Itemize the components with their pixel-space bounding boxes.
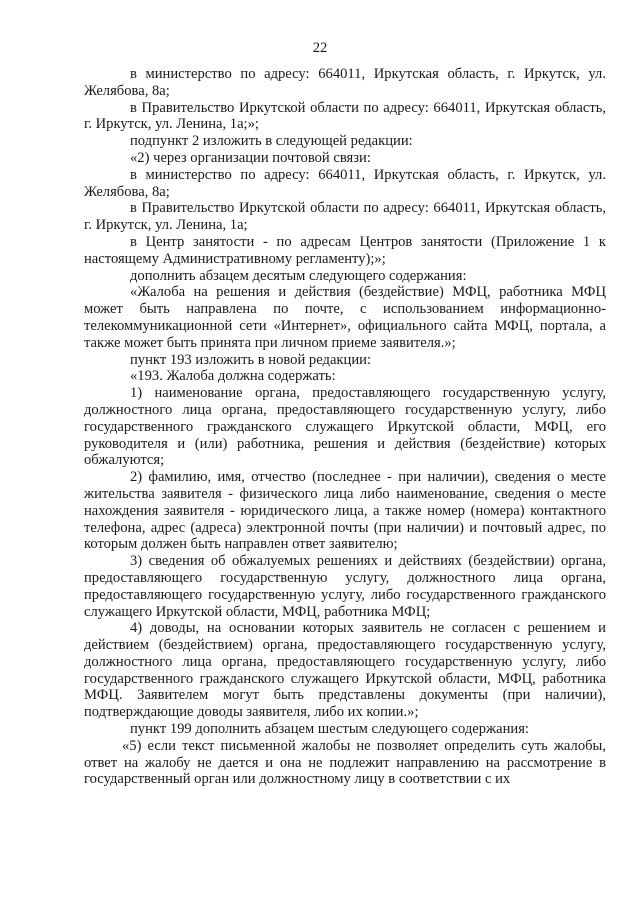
- paragraph-subitem-2-intro: подпункт 2 изложить в следующей редакции:: [130, 133, 413, 150]
- paragraph-item-193-intro: пункт 193 изложить в новой редакции:: [130, 351, 371, 368]
- paragraph-add-tenth: дополнить абзацем десятым следующего содержания:: [130, 267, 467, 284]
- paragraph-ministry-address: в министерство по адресу: 664011, Иркутская область, г. Иркутск, ул. Желябова, 8а;: [84, 66, 606, 99]
- paragraph-postal-heading: «2) через организации почтовой связи:: [130, 149, 371, 166]
- paragraph-mfc-complaint: «Жалоба на решения и действия (бездействие) МФЦ, работника МФЦ может быть направлена по почте, с использованием информационно-телекоммуникационной сети «Интернет», официального сайта МФЦ, портала, а также может быть принята при личном приеме заявителя.»;: [84, 284, 606, 351]
- paragraph-item-193-heading: «193. Жалоба должна содержать:: [130, 368, 336, 385]
- paragraph-item-199-text: «5) если текст письменной жалобы не позволяет определить суть жалобы, ответ на жалобу не дается и она не подлежит направлению на рассмотрение в государственный орган или должностному лицу в соответствии с их: [84, 737, 606, 788]
- list-item-4: 4) доводы, на основании которых заявитель не согласен с решением и действием (бездействием) органа, предоставляющего государственную услугу, должностного лица органа, предоставляющего государственную услугу, либо государственного гражданского служащего Иркутской области, МФЦ, работника МФЦ. Заявителем могут быть представлены документы (при наличии), подтверждающие доводы заявителя, либо их копии.»;: [84, 620, 606, 721]
- paragraph-government-address: в Правительство Иркутской области по адресу: 664011, Иркутская область, г. Иркутск, ул. Ленина, 1а;»;: [84, 99, 606, 133]
- list-item-2: 2) фамилию, имя, отчество (последнее - при наличии), сведения о месте жительства заявителя - физического лица либо наименование, сведения о месте нахождения заявителя - юридического лица, а также номер (номера) контактного телефона, адрес (адреса) электронной почты (при наличии) и почтовый адрес, по которым должен быть направлен ответ заявителю;: [84, 469, 606, 553]
- paragraph-item-199-intro: пункт 199 дополнить абзацем шестым следующего содержания:: [130, 721, 529, 738]
- page-number: 22: [312, 40, 328, 56]
- list-item-3: 3) сведения об обжалуемых решениях и действиях (бездействии) органа, предоставляющего государственную услугу, должностного лица органа, предоставляющего государственную услугу, либо государственного гражданского служащего Иркутской области, МФЦ, работника МФЦ;: [84, 553, 606, 620]
- paragraph-postal-government: в Правительство Иркутской области по адресу: 664011, Иркутская область, г. Иркутск, ул. Ленина, 1а;: [84, 200, 606, 234]
- paragraph-employment-centre: в Центр занятости - по адресам Центров занятости (Приложение 1 к настоящему Административному регламенту);»;: [84, 233, 606, 267]
- document-body: [84, 66, 606, 788]
- list-item-1: 1) наименование органа, предоставляющего государственную услугу, должностного лица органа, предоставляющего государственную услугу, либо государственного гражданского служащего Иркутской области, МФЦ, его руководителя и (или) работника, решения и действия (бездействие) которых обжалуются;: [84, 385, 606, 469]
- paragraph-postal-ministry: в министерство по адресу: 664011, Иркутская область, г. Иркутск, ул. Желябова, 8а;: [84, 166, 606, 200]
